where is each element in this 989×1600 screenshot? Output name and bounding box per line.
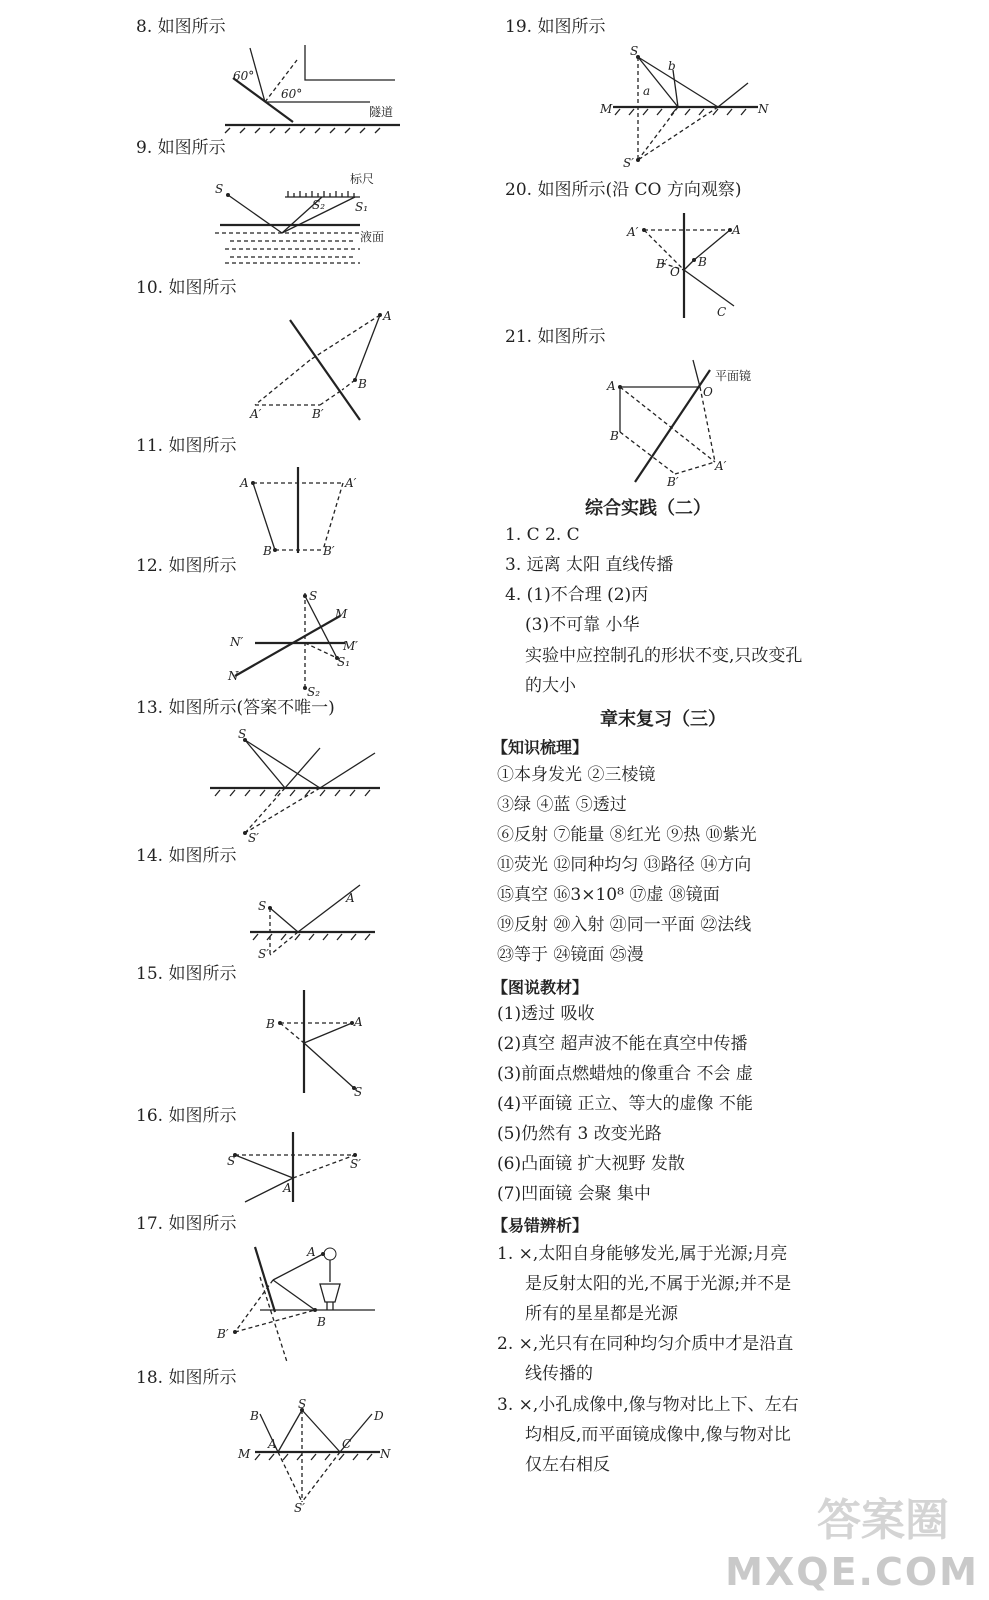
fig19-S1: S′ bbox=[623, 156, 634, 170]
fig11-A: A bbox=[240, 476, 249, 490]
heading-yicuo-bianxi: 【易错辨析】 bbox=[492, 1216, 589, 1235]
zh-item-4c: 实验中应控制孔的形状不变,只改变孔 bbox=[525, 646, 803, 666]
fig14-S1: S′ bbox=[258, 947, 269, 961]
q18-label: 18. 如图所示 bbox=[136, 1368, 237, 1388]
fig13-S1: S′ bbox=[248, 831, 259, 845]
q12-label: 12. 如图所示 bbox=[136, 556, 237, 576]
yc-2b: 线传播的 bbox=[525, 1364, 593, 1384]
fig20-A: A bbox=[732, 223, 741, 237]
q15-label: 15. 如图所示 bbox=[136, 964, 237, 984]
yc-1c: 所有的星星都是光源 bbox=[525, 1304, 678, 1324]
ts-line-7: (7)凹面镜 会聚 集中 bbox=[497, 1184, 651, 1204]
yc-1b: 是反射太阳的光,不属于光源;并不是 bbox=[525, 1274, 792, 1294]
fig8-angle1: 60° bbox=[233, 69, 255, 83]
fig18-C: C bbox=[342, 1437, 352, 1451]
q14-label: 14. 如图所示 bbox=[136, 846, 237, 866]
fig19-diagram bbox=[598, 45, 773, 170]
yc-3a: 3. ×,小孔成像中,像与物对比上下、左右 bbox=[497, 1395, 799, 1415]
fig18-N: N bbox=[380, 1447, 391, 1461]
fig11-B: B bbox=[263, 544, 272, 558]
ts-line-2: (2)真空 超声波不能在真空中传播 bbox=[497, 1034, 748, 1054]
fig12-M1: M′ bbox=[343, 639, 359, 653]
fig15-diagram bbox=[262, 988, 372, 1098]
fig21-A1: A′ bbox=[715, 459, 727, 473]
ts-line-3: (3)前面点燃蜡烛的像重合 不会 虚 bbox=[497, 1064, 753, 1084]
fig9-diagram bbox=[210, 165, 400, 270]
fig17-B1: B′ bbox=[217, 1327, 229, 1341]
ts-line-4: (4)平面镜 正立、等大的虚像 不能 bbox=[497, 1094, 753, 1114]
fig18-diagram bbox=[230, 1397, 395, 1515]
fig17-B: B bbox=[317, 1315, 326, 1329]
fig11-diagram bbox=[235, 465, 365, 560]
fig20-O: O bbox=[670, 265, 680, 279]
fig12-N: N bbox=[228, 669, 239, 683]
fig20-C: C bbox=[717, 305, 727, 319]
zs-line-5: ⑮真空 ⑯3×10⁸ ⑰虚 ⑱镜面 bbox=[497, 885, 720, 905]
ts-line-5: (5)仍然有 3 改变光路 bbox=[497, 1124, 662, 1144]
fig16-S: S bbox=[227, 1154, 236, 1168]
q9-label: 9. 如图所示 bbox=[136, 138, 226, 158]
fig13-S: S bbox=[238, 727, 247, 741]
fig17-A: A bbox=[307, 1245, 316, 1259]
fig20-B1: B′ bbox=[656, 257, 668, 271]
fig19-N: N bbox=[758, 102, 769, 116]
zs-line-4: ⑪荧光 ⑫同种均匀 ⑬路径 ⑭方向 bbox=[497, 855, 752, 875]
watermark-url: MXQE.COM bbox=[725, 1550, 979, 1594]
fig21-B1: B′ bbox=[667, 475, 679, 489]
fig19-M: M bbox=[600, 102, 613, 116]
fig10-A: A bbox=[383, 309, 392, 323]
yc-1a: 1. ×,太阳自身能够发光,属于光源;月亮 bbox=[497, 1244, 788, 1264]
yc-3b: 均相反,而平面镜成像中,像与物对比 bbox=[525, 1425, 791, 1445]
fig18-M: M bbox=[238, 1447, 251, 1461]
fig19-S: S bbox=[630, 44, 639, 58]
fig8-diagram bbox=[215, 40, 415, 130]
fig21-O: O bbox=[703, 385, 713, 399]
fig10-B1: B′ bbox=[312, 407, 324, 421]
yc-2a: 2. ×,光只有在同种均匀介质中才是沿直 bbox=[497, 1334, 794, 1354]
fig15-B: B bbox=[266, 1017, 275, 1031]
q20-label: 20. 如图所示(沿 CO 方向观察) bbox=[505, 180, 742, 200]
fig21-A: A bbox=[607, 379, 616, 393]
fig12-N1: N′ bbox=[230, 635, 244, 649]
fig21-diagram bbox=[605, 352, 770, 487]
fig12-diagram bbox=[225, 588, 375, 698]
fig18-S: S bbox=[298, 1397, 307, 1411]
zh-item-1: 1. C 2. C bbox=[505, 525, 580, 545]
fig19-b: b bbox=[668, 59, 676, 73]
q11-label: 11. 如图所示 bbox=[136, 436, 237, 456]
heading-zhangmo-fuxi: 章末复习（三） bbox=[600, 709, 726, 730]
fig8-tunnel: 隧道 bbox=[369, 105, 394, 119]
zs-line-3: ⑥反射 ⑦能量 ⑧红光 ⑨热 ⑩紫光 bbox=[497, 825, 757, 845]
fig9-scale: 标尺 bbox=[350, 172, 375, 186]
fig20-B: B bbox=[698, 255, 707, 269]
fig20-A1: A′ bbox=[627, 225, 639, 239]
fig11-A1: A′ bbox=[345, 476, 357, 490]
fig18-B: B bbox=[250, 1409, 259, 1423]
fig18-S1: S′ bbox=[294, 1501, 305, 1515]
zh-item-4b: (3)不可靠 小华 bbox=[525, 615, 640, 635]
heading-tushuo-jiaocai: 【图说教材】 bbox=[492, 978, 589, 997]
fig18-D: D bbox=[374, 1409, 384, 1423]
q8-label: 8. 如图所示 bbox=[136, 17, 226, 37]
fig13-diagram bbox=[210, 728, 390, 843]
fig16-S1: S′ bbox=[350, 1157, 361, 1171]
ts-line-1: (1)透过 吸收 bbox=[497, 1004, 595, 1024]
yc-3c: 仅左右相反 bbox=[525, 1455, 610, 1475]
fig21-mirror: 平面镜 bbox=[715, 369, 752, 383]
fig16-A: A bbox=[283, 1181, 292, 1195]
fig12-S: S bbox=[309, 589, 318, 603]
fig11-B1: B′ bbox=[323, 544, 335, 558]
zs-line-7: ㉓等于 ㉔镜面 ㉕漫 bbox=[497, 945, 644, 965]
fig12-S1: S₁ bbox=[337, 655, 351, 669]
ts-line-6: (6)凸面镜 扩大视野 发散 bbox=[497, 1154, 685, 1174]
watermark-logo: 答案圈 bbox=[817, 1495, 949, 1546]
fig21-B: B bbox=[610, 429, 619, 443]
fig10-B: B bbox=[358, 377, 367, 391]
fig17-diagram bbox=[215, 1242, 380, 1367]
q19-label: 19. 如图所示 bbox=[505, 17, 606, 37]
fig12-M: M bbox=[335, 607, 348, 621]
zh-item-4: 4. (1)不合理 (2)丙 bbox=[505, 585, 649, 605]
fig15-S: S bbox=[354, 1085, 363, 1099]
fig9-liquid: 液面 bbox=[360, 230, 385, 244]
zh-item-4d: 的大小 bbox=[525, 676, 576, 696]
fig10-diagram bbox=[240, 310, 390, 425]
fig9-S: S bbox=[215, 182, 224, 196]
q17-label: 17. 如图所示 bbox=[136, 1214, 237, 1234]
fig8-angle2: 60° bbox=[281, 87, 303, 101]
q16-label: 16. 如图所示 bbox=[136, 1106, 237, 1126]
fig14-S: S bbox=[258, 899, 267, 913]
q21-label: 21. 如图所示 bbox=[505, 327, 606, 347]
fig14-A: A bbox=[346, 891, 355, 905]
heading-zhishi-shuli: 【知识梳理】 bbox=[492, 738, 589, 757]
zs-line-1: ①本身发光 ②三棱镜 bbox=[497, 765, 656, 785]
zs-line-6: ⑲反射 ⑳入射 ㉑同一平面 ㉒法线 bbox=[497, 915, 752, 935]
zs-line-2: ③绿 ④蓝 ⑤透过 bbox=[497, 795, 627, 815]
fig15-A: A bbox=[354, 1015, 363, 1029]
fig14-diagram bbox=[250, 880, 380, 960]
fig10-A1: A′ bbox=[250, 407, 262, 421]
fig19-a: a bbox=[643, 84, 651, 98]
fig18-A: A bbox=[268, 1437, 277, 1451]
heading-zonghe-shijian: 综合实践（二） bbox=[585, 498, 711, 519]
fig12-S2: S₂ bbox=[307, 685, 321, 699]
q10-label: 10. 如图所示 bbox=[136, 278, 237, 298]
fig16-diagram bbox=[225, 1130, 375, 1205]
zh-item-3: 3. 远离 太阳 直线传播 bbox=[505, 555, 674, 575]
q13-label: 13. 如图所示(答案不唯一) bbox=[136, 698, 335, 718]
fig20-diagram bbox=[622, 208, 752, 323]
fig9-S2: S₂ bbox=[312, 198, 326, 212]
fig9-S1: S₁ bbox=[355, 200, 369, 214]
